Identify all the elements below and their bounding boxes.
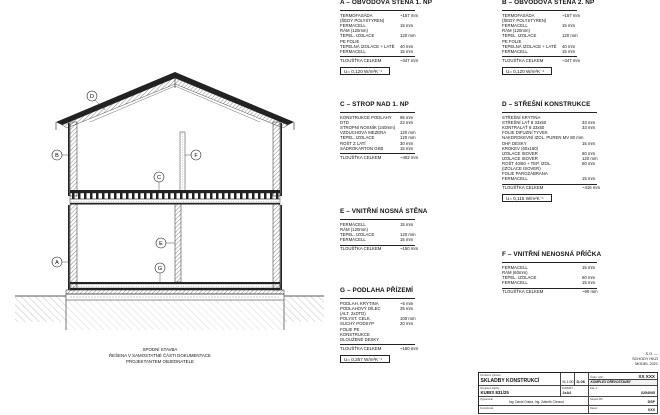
layer-thickness: 95 mm xyxy=(400,115,414,120)
total-thickness: ~402 mm xyxy=(400,154,419,160)
section-c-table xyxy=(340,102,450,187)
layer-name: TEPEL. IZOLACE xyxy=(340,232,375,238)
layer-name: RÁM (120mm) xyxy=(340,227,368,233)
zak-cell xyxy=(589,386,658,397)
stage-label: Stupeň PD xyxy=(590,397,603,401)
section-title: B – OBVODOVÁ STĚNA 2. NP xyxy=(502,0,595,6)
layer-row xyxy=(340,50,415,55)
zak-number: 0254005 xyxy=(641,391,655,396)
total-thickness: ~416 mm xyxy=(582,185,601,191)
note-line: ŘEŠENA V SAMOSTATNÉ ČÁSTI DOKUMENTACE xyxy=(109,353,211,359)
total-thickness: ~90 mm xyxy=(582,289,598,295)
section-title: A – OBVODOVÁ STĚNA 1. NP xyxy=(340,0,433,6)
sheet-info-line: SCHODY HKZI xyxy=(632,357,658,361)
layer-name: FOLIE DIFUZNÍ TYVEK xyxy=(502,130,548,136)
author-label: Vypracoval xyxy=(480,397,493,401)
layer-name: TEPEL. IZOLACE xyxy=(502,33,537,39)
layer-name: (ALT. 2xDTD) xyxy=(340,311,366,317)
layer-thickness: ~157 mm xyxy=(562,13,581,18)
title-block xyxy=(478,372,658,414)
layer-name: (ŠEDÝ POLYSTYREN) xyxy=(502,18,547,24)
layer-thickness: 15 mm xyxy=(400,48,414,54)
total-label: TLOUŠŤKA CELKEM xyxy=(340,154,382,160)
title-rule xyxy=(502,262,597,263)
title-rule xyxy=(502,10,577,11)
section-title: E – VNITŘNÍ NOSNÁ STĚNA xyxy=(340,208,428,215)
layer-thickness: 15 mm xyxy=(400,23,414,29)
project-cell xyxy=(479,386,561,397)
check-label: Kontroloval xyxy=(480,406,493,410)
layer-thickness: 15 mm xyxy=(582,140,596,146)
layer-name: STŘEŠNÍ LAŤ 8 33x50 xyxy=(502,120,547,126)
layer-row xyxy=(340,147,415,152)
layer-name: KONSTRUKCE PODLAHY xyxy=(340,115,392,120)
author: Ing. David Ondra, Ing. Zdeněk Chroust xyxy=(509,400,564,405)
label-a-marker xyxy=(52,257,70,267)
layer-thickness: 15 mm xyxy=(400,145,414,151)
layer-name: RÁM (120mm) xyxy=(340,28,368,34)
layer-thickness: 15 mm xyxy=(562,48,576,54)
ground-floor-slab xyxy=(66,282,284,300)
layer-thickness: 40 mm xyxy=(400,43,414,49)
layer-name: FERMACELL xyxy=(340,237,366,243)
company-logo-text: KOMPLEX DŘEVOSTAVBY xyxy=(590,380,631,385)
layer-name: FERMACELL xyxy=(502,265,528,270)
total-row xyxy=(502,57,581,64)
layer-thickness: 30 mm xyxy=(400,140,414,146)
layer-thickness: 15 mm xyxy=(582,176,596,182)
layer-name: TEPEL. IZOLACE xyxy=(502,275,537,281)
u-value-box: U= 0,120 W/m²K⁻¹ xyxy=(502,67,552,75)
layer-row xyxy=(340,238,415,243)
label-e: E xyxy=(159,241,163,247)
title-rule xyxy=(340,219,415,220)
section-f-table xyxy=(502,252,612,322)
section-e-table xyxy=(340,209,450,279)
check-cell xyxy=(479,406,589,414)
layer-name: RÁM (120mm) xyxy=(502,28,530,34)
total-thickness: ~347 mm xyxy=(400,57,419,63)
date: XXX xyxy=(647,408,655,413)
layer-thickness: 15 mm xyxy=(562,23,576,29)
stage: DSP xyxy=(647,400,655,405)
layer-thickness: 15 mm xyxy=(400,237,414,243)
total-label: TLOUŠŤKA CELKEM xyxy=(340,345,382,351)
u-value-box: U= 0,115 W/m²K⁻¹ xyxy=(502,194,552,202)
project-label: Označení stavby xyxy=(480,386,500,390)
layer-name: FOLIE PE xyxy=(340,326,360,332)
layer-name: FERMACELL xyxy=(340,48,366,54)
label-g-marker xyxy=(155,263,165,283)
layer-name: VZDUCHOVÁ MEZERA xyxy=(340,130,387,136)
format-label: FORMÁT xyxy=(562,386,573,390)
total-row xyxy=(502,185,601,191)
total-label: TLOUŠŤKA CELKEM xyxy=(340,57,382,63)
layer-name: PODLAH. KRYTINA xyxy=(340,301,379,306)
layer-name: FERMACELL xyxy=(502,48,528,54)
layer-thickness: 120 mm xyxy=(400,135,416,141)
drawing-name-label: Označení výkresu xyxy=(480,373,501,377)
label-c: C xyxy=(157,175,161,181)
layer-row xyxy=(340,338,415,343)
format: 2xA4 xyxy=(562,391,572,396)
layer-name: PE FOLIE xyxy=(502,38,522,44)
layer-name: TEPEL. IZOLACE xyxy=(340,135,375,141)
layer-thickness: ~157 mm xyxy=(400,13,419,18)
total-label: TLOUŠŤKA CELKEM xyxy=(502,289,544,295)
label-d: D xyxy=(90,94,94,100)
total-thickness: ~150 mm xyxy=(400,345,419,351)
layer-name: TEPELNÁ IZOLACE + LATĚ xyxy=(502,43,557,49)
layer-name: KROKEV (60x180) xyxy=(502,145,539,151)
label-f: F xyxy=(194,153,198,159)
total-row xyxy=(340,154,419,161)
layer-name: FERMACELL xyxy=(502,280,528,286)
date-cell xyxy=(589,406,658,414)
total-row xyxy=(502,290,597,295)
layer-thickness: 60 mm xyxy=(582,275,596,281)
project-name: KUBIS 831/25 xyxy=(480,390,509,396)
layer-name: DTD xyxy=(340,120,349,126)
layer-name: POLYST. CELK. xyxy=(340,316,371,322)
total-thickness: ~150 mm xyxy=(400,246,419,252)
layer-thickness: 15 mm xyxy=(582,280,596,286)
label-f-marker xyxy=(185,150,201,160)
label-g: G xyxy=(157,266,163,272)
layer-row xyxy=(502,50,577,55)
label-b: B xyxy=(55,153,59,159)
layer-name: TEPELNÁ IZOLACE + LATĚ xyxy=(340,43,395,49)
section-g-table xyxy=(340,288,450,388)
title-rule xyxy=(502,112,597,113)
label-b-marker xyxy=(52,150,70,160)
layer-thickness: 15 mm xyxy=(400,222,414,227)
sheet-info-line: S.O. — xyxy=(645,352,658,356)
layer-name: IZOLACE ISOVER xyxy=(502,155,538,161)
section-d-table xyxy=(502,102,612,242)
layer-name: KONTRALAŤ 8 33x50 xyxy=(502,125,545,131)
layer-thickness: 120 mm xyxy=(400,33,416,39)
layer-thickness: 120 mm xyxy=(562,33,578,39)
title-rule xyxy=(340,10,415,11)
total-label: TLOUŠŤKA CELKEM xyxy=(502,57,544,63)
layer-thickness: 22 mm xyxy=(400,120,414,126)
lower-walls xyxy=(68,204,282,290)
label-a: A xyxy=(55,260,59,266)
section-title: G – PODLAHA PŘÍZEMÍ xyxy=(340,287,414,294)
total-row xyxy=(340,246,419,252)
layer-thickness: 20 mm xyxy=(400,321,414,327)
layer-name: FERMACELL xyxy=(340,23,366,29)
layer-thickness: 25 mm xyxy=(400,306,414,312)
section-title: C – STROP NAD 1. NP xyxy=(340,101,409,108)
total-row xyxy=(340,57,419,64)
layer-row xyxy=(502,281,597,286)
layer-thickness: 120 mm xyxy=(400,232,416,238)
date-label: Datum xyxy=(590,406,598,410)
layer-thickness: 60 mm xyxy=(582,160,596,166)
total-label: TLOUŠŤKA CELKEM xyxy=(340,246,382,252)
layer-name: PODLAHOVÝ DÍLEC xyxy=(340,306,381,312)
drawing-name-cell xyxy=(479,373,561,386)
sheet-no-cell xyxy=(575,373,589,386)
scale-cell xyxy=(561,373,575,386)
layer-thickness: 40 mm xyxy=(562,43,576,49)
layer-name: SÁDROKARTON GKB xyxy=(340,145,384,151)
layer-name: DHF DESKY xyxy=(502,140,527,146)
sheet-num-label: Číslo výkr. xyxy=(590,374,604,379)
author-cell xyxy=(479,397,589,406)
upper-walls xyxy=(68,122,282,196)
u-value-box: U= 0,267 W/m²K⁻¹ xyxy=(340,355,390,363)
layer-thickness: 120 mm xyxy=(582,155,598,161)
scale: M 1:50 xyxy=(562,380,574,385)
drawing-name: SKLADBY KONSTRUKCÍ xyxy=(480,378,540,385)
ceiling-slab xyxy=(70,190,280,205)
layer-name: NAKDROKEVNÍ IZOL. PUREN MV 80 mm xyxy=(502,135,584,141)
foundation-note xyxy=(85,347,235,366)
note-line: PROJEKTANTEM OBJEDNATELE xyxy=(126,359,194,365)
total-row xyxy=(340,345,419,352)
label-c-marker xyxy=(154,172,164,192)
sheet-num: XX XXX xyxy=(638,374,655,379)
layer-name: KONSTRUKCE xyxy=(340,331,370,337)
title-rule xyxy=(340,298,415,299)
layer-thickness: 100 mm xyxy=(400,316,416,322)
layer-thickness: 120 mm xyxy=(400,130,416,136)
layer-name: FERMACELL xyxy=(340,222,366,227)
label-e-marker xyxy=(156,238,175,248)
layer-name: DLOUŽENÉ DESKY xyxy=(340,336,380,342)
layer-name: STROPNÍ NOSNÍK (240mm) xyxy=(340,125,396,131)
format-cell xyxy=(561,386,589,397)
sheet-num-cell xyxy=(589,373,658,380)
layer-name: TERMOFASÁDA xyxy=(502,13,535,18)
total-label: TLOUŠŤKA CELKEM xyxy=(502,185,544,191)
layer-name: (IZOLACE ISOVER) xyxy=(502,166,541,171)
layer-name: RÁM (60mm) xyxy=(502,270,528,276)
layer-name: IZOLACE ISOVER xyxy=(502,150,538,156)
layer-name: FERMACELL xyxy=(502,23,528,29)
layer-name: SUCHÝ PODSYP xyxy=(340,321,375,327)
layer-thickness: 15 mm xyxy=(582,265,596,270)
total-thickness: ~347 mm xyxy=(562,57,581,63)
title-rule xyxy=(340,112,415,113)
u-value-box: U= 0,120 W/m²K⁻¹ xyxy=(340,67,390,75)
stage-cell xyxy=(589,397,658,406)
layer-name: (ŠEDÝ POLYSTYREN) xyxy=(340,18,385,24)
layer-thickness: ~5 mm xyxy=(400,301,414,306)
layer-name: TERMOFASÁDA xyxy=(340,13,373,18)
layer-name: PE FOLIE xyxy=(340,38,360,44)
layer-name: STŘEŠNÍ KRYTINA xyxy=(502,115,541,120)
sheet-info xyxy=(618,352,658,367)
layer-row xyxy=(502,177,597,182)
sheet-info-line: MODEL 2021 xyxy=(635,362,658,366)
layer-thickness: 33 mm xyxy=(582,120,596,126)
layer-thickness: 33 mm xyxy=(582,125,596,131)
note-line: SPODNÍ STAVBA xyxy=(142,347,178,352)
layer-name: FERMACELL xyxy=(502,176,528,182)
section-title: F – VNITŘNÍ NENOSNÁ PŘÍČKA xyxy=(502,251,602,258)
layer-name: ROŠT Z LATÍ xyxy=(340,140,366,146)
section-a-table xyxy=(340,0,450,95)
sheet-number-short: D.06 xyxy=(576,379,585,385)
zak-label: Zak. č. xyxy=(590,386,598,390)
section-b-table xyxy=(502,0,612,95)
layer-name: ROŠT 40/60 + TEP. IZOL. xyxy=(502,160,552,166)
layer-thickness: 60 mm xyxy=(582,150,596,156)
layer-name: TEPEL. IZOLACE xyxy=(340,33,375,39)
section-title: D – STŘEŠNÍ KONSTRUKCE xyxy=(502,101,591,108)
terrain xyxy=(15,296,324,330)
layer-name: FOLIE PAROZÁBRANA xyxy=(502,171,548,177)
